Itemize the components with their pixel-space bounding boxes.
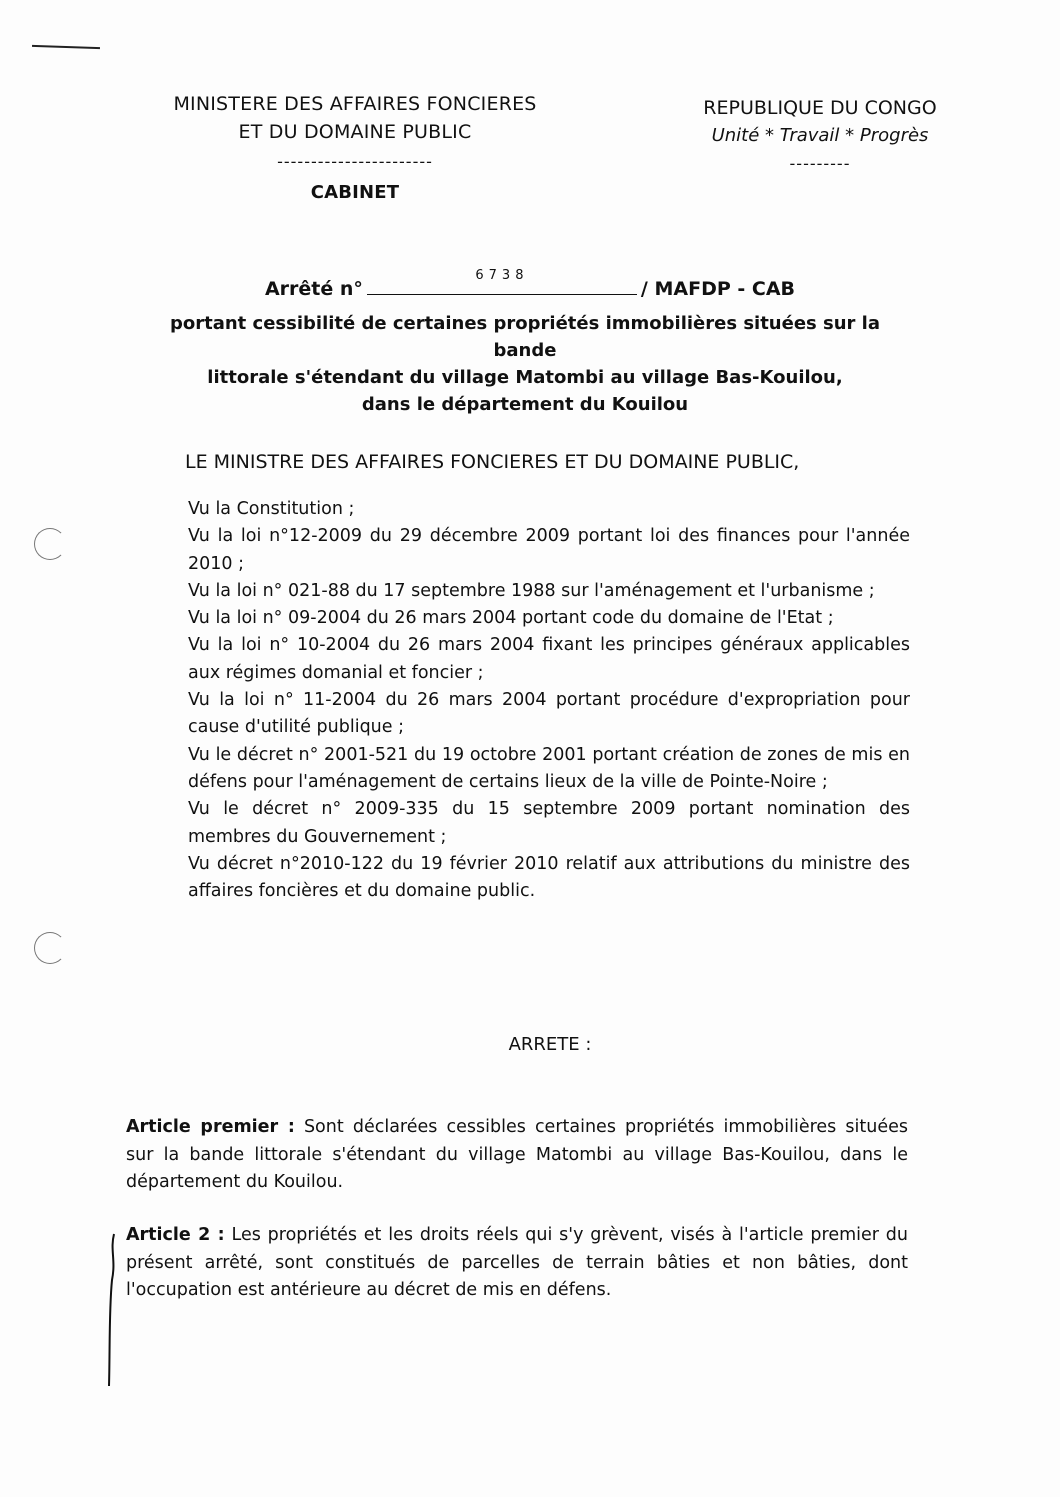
visa-list — [188, 496, 910, 905]
subject-line: dans le département du Kouilou — [361, 394, 689, 415]
article-label: Article 2 : — [126, 1225, 225, 1245]
visa-item: Vu le décret n° 2001-521 du 19 octobre 2001 portant création de zones de mis en défens pour l'aménagement de certains lieux de la ville de Pointe-Noire ; — [188, 744, 910, 792]
article-text: Sont déclarées cessibles certaines propriétés immobilières situées sur la bande littorale s'étendant du village Matombi au village Bas-Kouilou, dans le département du Kouilou. — [126, 1117, 908, 1192]
article-text: Les propriétés et les droits réels qui s'y grèvent, visés à l'article premier du présent arrêté, sont constitués de parcelles de terrain bâties et non bâties, dont l'occupation est antérieure au décret de mis en défens. — [126, 1225, 908, 1300]
visa-item: Vu le décret n° 2009-335 du 15 septembre 2009 portant nomination des membres du Gouvernement ; — [188, 799, 910, 847]
visa-item: Vu la Constitution ; — [188, 499, 355, 519]
punch-hole — [34, 528, 66, 560]
decree-subject — [140, 310, 910, 418]
visa-item: Vu décret n°2010-122 du 19 février 2010 relatif aux attributions du ministre des affaires foncières et du domaine public. — [188, 853, 910, 902]
visa-item: Vu la loi n° 11-2004 du 26 mars 2004 portant procédure d'expropriation pour cause d'utilité publique ; — [188, 690, 910, 738]
punch-hole — [34, 932, 66, 964]
visa-item: Vu la loi n° 10-2004 du 26 mars 2004 fixant les principes généraux applicables aux régimes domanial et foncier ; — [188, 635, 910, 683]
article-first — [126, 1114, 908, 1197]
decree-suffix: / MAFDP - CAB — [640, 278, 796, 300]
visa-item: Vu la loi n° 09-2004 du 26 mars 2004 portant code du domaine de l'Etat ; — [188, 608, 834, 629]
subject-line: littorale s'étendant du village Matombi au village Bas-Kouilou, — [207, 367, 843, 388]
handwritten-margin-mark — [106, 1230, 118, 1390]
decree-number-field — [367, 268, 637, 295]
ministry-name-line1: MINISTERE DES AFFAIRES FONCIERES — [173, 93, 537, 115]
scan-mark — [32, 45, 100, 49]
visa-item: Vu la loi n° 021-88 du 17 septembre 1988 sur l'aménagement et l'urbanisme ; — [188, 580, 875, 601]
cabinet-label: CABINET — [310, 182, 400, 203]
subject-line: portant cessibilité de certaines propriétés immobilières situées sur la bande — [169, 313, 880, 361]
republic-header — [665, 94, 975, 174]
national-motto: Unité * Travail * Progrès — [711, 125, 929, 146]
article-label: Article premier : — [126, 1117, 295, 1137]
minister-heading: LE MINISTRE DES AFFAIRES FONCIERES ET DU DOMAINE PUBLIC, — [185, 451, 800, 473]
decree-title — [0, 268, 1060, 303]
ministry-name-line2: ET DU DOMAINE PUBLIC — [238, 121, 472, 143]
visa-item: Vu la loi n°12-2009 du 29 décembre 2009 portant loi des finances pour l'année 2010 ; — [188, 526, 910, 574]
decree-declaration: ARRETE : — [508, 1034, 592, 1055]
header-divider: ----------------------- — [277, 152, 433, 171]
country-name: REPUBLIQUE DU CONGO — [703, 97, 937, 119]
header-divider: --------- — [789, 154, 851, 173]
decree-number: 6738 — [475, 268, 529, 283]
ministry-header — [120, 90, 590, 206]
article-2 — [126, 1222, 908, 1305]
decree-prefix: Arrêté n° — [264, 278, 363, 300]
